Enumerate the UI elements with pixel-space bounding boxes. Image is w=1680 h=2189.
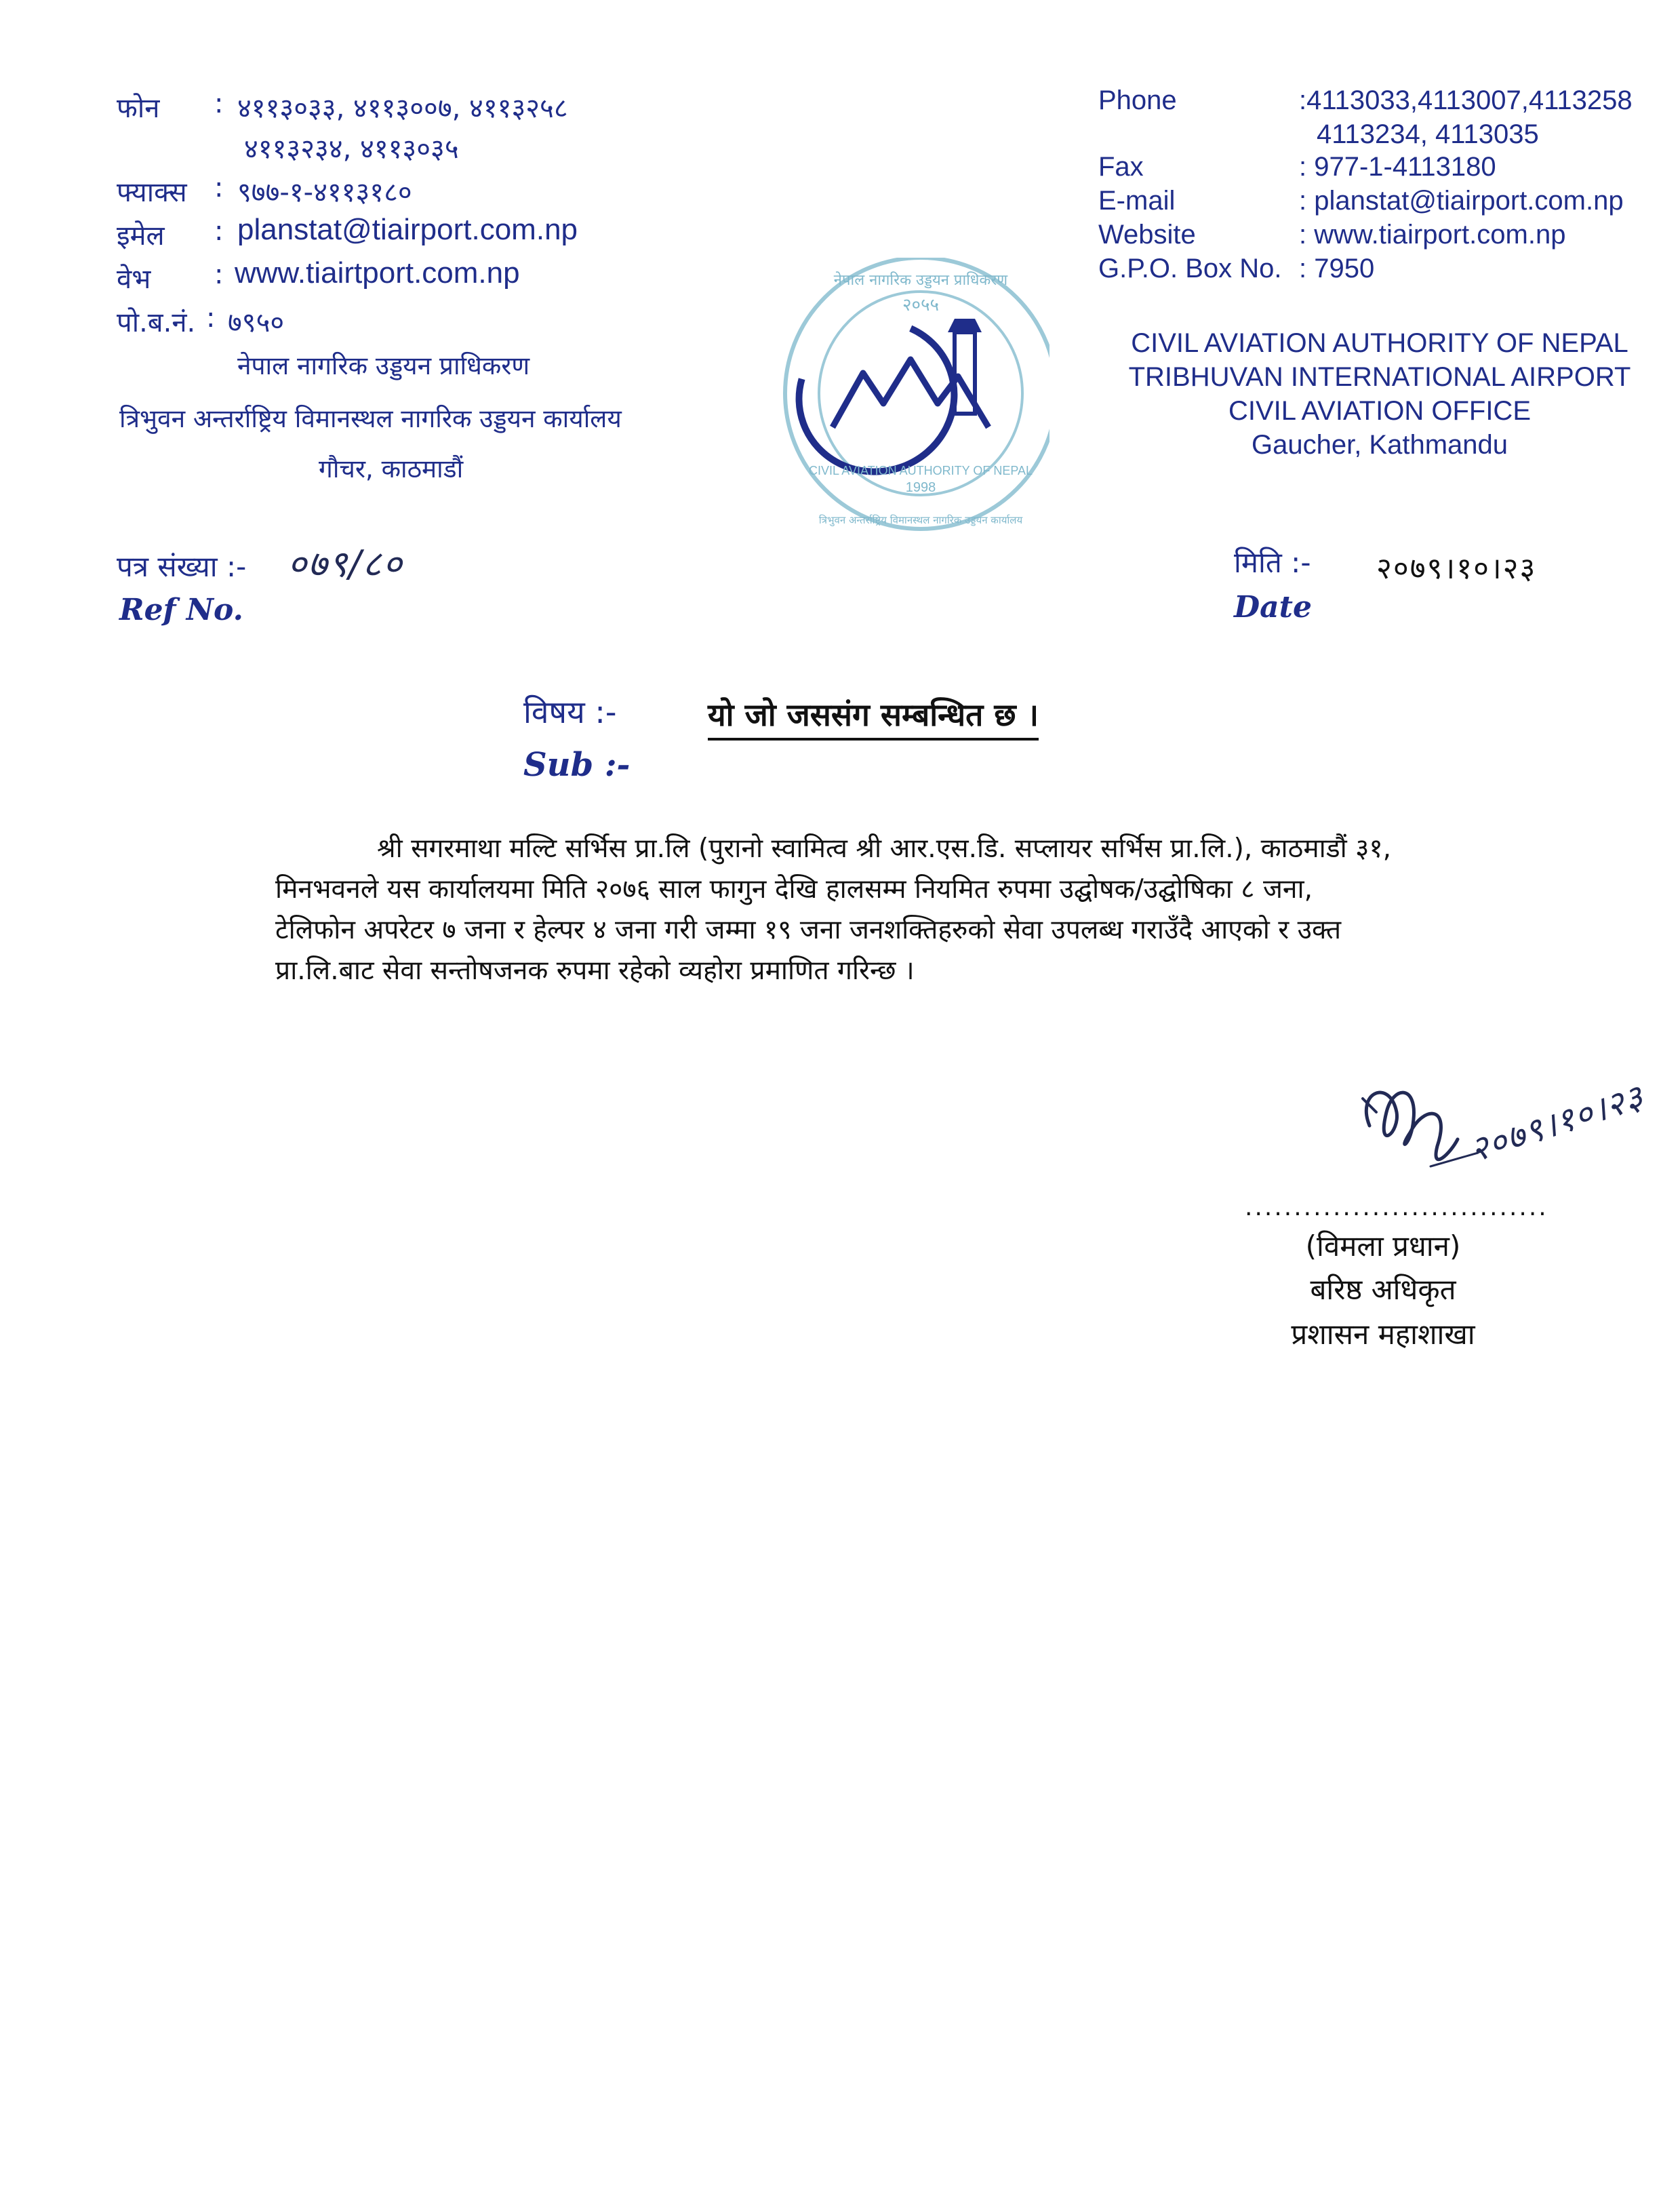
en-email-value: : planstat@tiairport.com.np bbox=[1299, 186, 1624, 216]
seal-year-top: २०५५ bbox=[902, 295, 940, 315]
date-label-en: Date bbox=[1234, 590, 1312, 625]
subject-label-np: विषय :- bbox=[523, 694, 617, 730]
seal-graphic bbox=[751, 258, 1049, 543]
np-office-location: गौचर, काठमाडौं bbox=[319, 454, 464, 484]
np-web-label: वेभ bbox=[117, 264, 151, 295]
en-pobox-label: G.P.O. Box No. bbox=[1098, 254, 1282, 283]
official-seal bbox=[751, 258, 1049, 543]
np-email-label: इमेल bbox=[117, 220, 165, 252]
ref-label-en: Ref No. bbox=[119, 593, 243, 627]
subject-text: यो जो जससंग सम्बन्धित छ । bbox=[708, 693, 1039, 741]
np-web-value: www.tiairtport.com.np bbox=[235, 256, 520, 290]
en-web-value: : www.tiairport.com.np bbox=[1299, 220, 1566, 250]
np-email-value: planstat@tiairport.com.np bbox=[237, 213, 578, 246]
body-line-3: टेलिफोन अपरेटर ७ जना र हेल्पर ४ जना गरी जम्मा १९ जना जनशक्तिहरुको सेवा उपलब्ध गराउँदै आएको र उक्त bbox=[275, 915, 1342, 945]
np-email-colon: : bbox=[214, 216, 224, 247]
en-email-label: E-mail bbox=[1098, 186, 1176, 216]
ref-label-np: पत्र संख्या :- bbox=[117, 550, 247, 583]
seal-year-bottom: 1998 bbox=[905, 480, 936, 495]
en-phone-value-2: 4113234, 4113035 bbox=[1317, 119, 1539, 149]
seal-outer-text: नेपाल नागरिक उड्डयन प्राधिकरण bbox=[833, 272, 1008, 289]
np-fax-label: फ्याक्स bbox=[117, 177, 187, 208]
en-phone-value-1: :4113033,4113007,4113258 bbox=[1299, 85, 1633, 115]
np-pobox-value: ७९५० bbox=[228, 307, 285, 338]
signature-date: २०७९।१०।२३ bbox=[1465, 1076, 1649, 1170]
en-pobox-value: : 7950 bbox=[1299, 254, 1375, 283]
np-phone-value-1: ४११३०३३, ४११३००७, ४११३२५८ bbox=[237, 93, 568, 124]
ref-number: ०७९/८० bbox=[287, 543, 403, 585]
seal-inner-text: CIVIL AVIATION AUTHORITY OF NEPAL bbox=[808, 464, 1033, 477]
np-web-colon: : bbox=[214, 259, 224, 290]
signatory-designation: बरिष्ठ अधिकृत bbox=[1310, 1273, 1456, 1306]
en-org-name: CIVIL AVIATION AUTHORITY OF NEPAL bbox=[1131, 328, 1628, 358]
signature-line: ............................... bbox=[1245, 1194, 1548, 1221]
body-line-1: श्री सगरमाथा मल्टि सर्भिस प्रा.लि (पुरानो स्वामित्व श्री आर.एस.डि. सप्लायर सर्भिस प्रा.लि.), काठमाडौं ३१, bbox=[377, 833, 1392, 864]
np-fax-value: ९७७-१-४११३१८० bbox=[237, 177, 412, 208]
np-fax-colon: : bbox=[214, 172, 224, 203]
subject-label-en: Sub :- bbox=[523, 746, 631, 784]
np-phone-colon: : bbox=[214, 88, 224, 119]
en-fax-label: Fax bbox=[1098, 152, 1144, 182]
np-org-name: नेपाल नागरिक उड्डयन प्राधिकरण bbox=[237, 351, 530, 380]
body-line-4: प्रा.लि.बाट सेवा सन्तोषजनक रुपमा रहेको व्यहोरा प्रमाणित गरिन्छ । bbox=[275, 955, 915, 986]
en-office-name: CIVIL AVIATION OFFICE bbox=[1228, 396, 1531, 426]
en-office-location: Gaucher, Kathmandu bbox=[1251, 430, 1508, 460]
date-value: २०७९।१०।२३ bbox=[1376, 551, 1537, 586]
np-pobox-colon: : bbox=[206, 302, 216, 334]
np-office-name: त्रिभुवन अन्तर्राष्ट्रिय विमानस्थल नागरिक उड्डयन कार्यालय bbox=[119, 404, 622, 433]
date-label-np: मिति :- bbox=[1234, 546, 1311, 579]
seal-bottom-text: त्रिभुवन अन्तर्राष्ट्रिय विमानस्थल नागरिक उड्डयन कार्यालय bbox=[818, 514, 1023, 526]
signatory-name: (विमला प्रधान) bbox=[1305, 1229, 1461, 1263]
signatory-division: प्रशासन महाशाखा bbox=[1291, 1318, 1475, 1351]
letter-body bbox=[275, 829, 1604, 991]
body-line-2: मिनभवनले यस कार्यालयमा मिति २०७६ साल फागुन देखि हालसम्म नियमित रुपमा उद्घोषक/उद्घोषिका ८ जना, bbox=[275, 874, 1313, 905]
en-phone-label: Phone bbox=[1098, 85, 1177, 115]
np-phone-label: फोन bbox=[117, 93, 160, 124]
en-airport-name: TRIBHUVAN INTERNATIONAL AIRPORT bbox=[1128, 362, 1631, 392]
np-pobox-label: पो.ब.नं. bbox=[117, 307, 196, 338]
en-fax-value: : 977-1-4113180 bbox=[1299, 152, 1496, 182]
np-phone-value-2: ४११३२३४, ४११३०३५ bbox=[244, 134, 459, 165]
en-web-label: Website bbox=[1098, 220, 1196, 250]
